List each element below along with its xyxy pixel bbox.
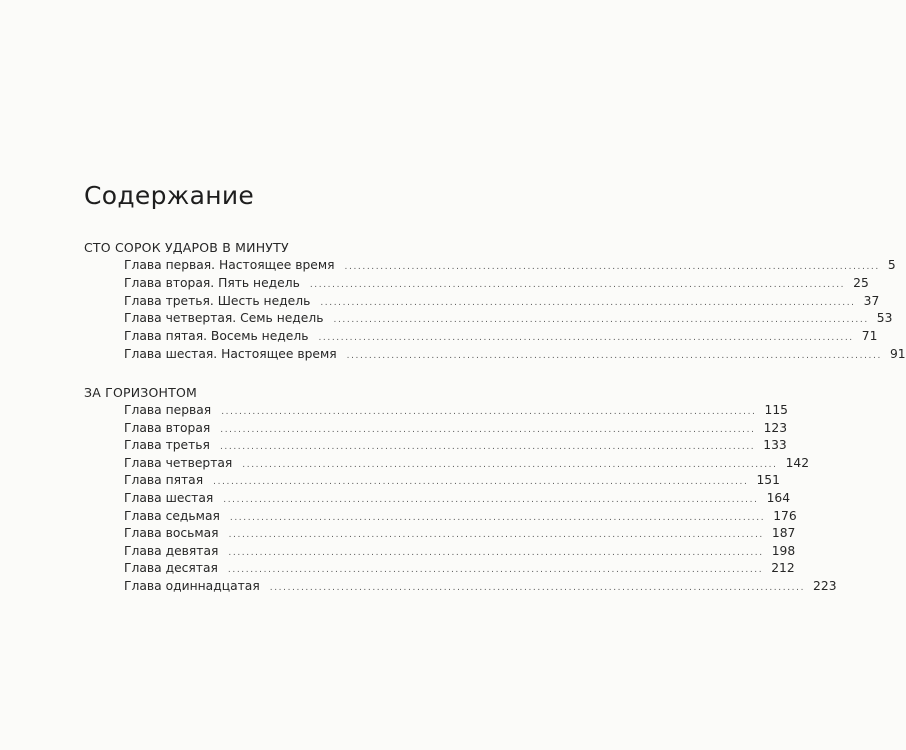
entry-label: Глава шестая. Настоящее время xyxy=(124,346,337,361)
dot-leader: ........................................................................................................................ xyxy=(220,424,756,435)
toc-entry xyxy=(124,543,796,561)
part-1 xyxy=(84,240,906,364)
toc-entry xyxy=(124,560,795,578)
page-number: 37 xyxy=(863,293,880,308)
page-number: 151 xyxy=(756,473,780,488)
entry-label: Глава седьмая xyxy=(124,508,220,523)
toc-entry xyxy=(124,455,810,473)
entry-label: Глава десятая xyxy=(124,561,218,576)
page-number: 187 xyxy=(771,526,796,541)
dot-leader: ........................................................................................................................ xyxy=(346,350,882,361)
page-number: 115 xyxy=(764,403,788,417)
dot-leader: ........................................................................................................................ xyxy=(219,442,756,453)
toc-title: Содержание xyxy=(84,181,255,210)
page-number: 25 xyxy=(853,275,869,290)
part-2-entries xyxy=(84,402,837,596)
toc-entry xyxy=(124,472,780,490)
dot-leader: ........................................................................................................................ xyxy=(223,494,759,505)
part-title: ЗА ГОРИЗОНТОМ xyxy=(84,385,198,400)
entry-label: Глава восьмая xyxy=(124,526,219,541)
entry-label: Глава пятая. Восемь недель xyxy=(124,329,309,344)
page-number: 176 xyxy=(773,508,797,523)
toc-entry xyxy=(124,508,797,526)
toc-entry xyxy=(124,402,788,420)
page-number: 164 xyxy=(766,490,791,505)
part-2 xyxy=(84,385,837,596)
page-number: 91 xyxy=(889,346,906,361)
entry-label: Глава третья. Шесть недель xyxy=(124,293,311,308)
entry-label: Глава вторая. Пять недель xyxy=(124,275,300,290)
page-number: 133 xyxy=(763,438,787,453)
dot-leader: ........................................................................................................................ xyxy=(227,565,764,576)
toc-entry xyxy=(124,293,880,311)
entry-label: Глава шестая xyxy=(124,490,214,505)
entry-label: Глава четвертая xyxy=(124,455,233,470)
entry-label: Глава первая. Настоящее время xyxy=(124,258,335,272)
page-number: 198 xyxy=(771,543,796,558)
toc-entry xyxy=(124,525,796,543)
dot-leader: ........................................................................................................................ xyxy=(309,279,846,290)
dot-leader: ........................................................................................................................ xyxy=(213,477,749,488)
dot-leader: ........................................................................................................................ xyxy=(229,512,766,523)
dot-leader: ........................................................................................................................ xyxy=(242,459,778,470)
toc-entry xyxy=(124,420,788,438)
page-number: 5 xyxy=(887,258,896,272)
dot-leader: ........................................................................................................................ xyxy=(269,582,806,593)
entry-label: Глава вторая xyxy=(124,420,211,435)
page-number: 71 xyxy=(861,329,878,344)
page-number: 212 xyxy=(771,561,795,576)
entry-label: Глава одиннадцатая xyxy=(124,578,260,593)
toc-entry xyxy=(124,346,906,364)
part-title: СТО СОРОК УДАРОВ В МИНУТУ xyxy=(84,240,289,255)
toc-entry xyxy=(124,275,869,293)
entry-label: Глава четвертая. Семь недель xyxy=(124,311,324,326)
entry-label: Глава девятая xyxy=(124,543,219,558)
page-number: 142 xyxy=(785,455,810,470)
dot-leader: ........................................................................................................................ xyxy=(228,547,764,558)
part-1-entries xyxy=(84,257,906,364)
toc-entry xyxy=(124,257,896,275)
toc-entry xyxy=(124,578,837,596)
page-number: 123 xyxy=(763,420,788,435)
toc-entry xyxy=(124,328,878,346)
entry-label: Глава третья xyxy=(124,438,210,453)
toc-entry xyxy=(124,490,791,508)
toc-entry xyxy=(124,310,893,328)
entry-label: Глава первая xyxy=(124,403,212,417)
dot-leader: ........................................................................................................................ xyxy=(228,530,764,541)
page-number: 53 xyxy=(876,311,893,326)
dot-leader: ........................................................................................................................ xyxy=(344,262,880,272)
dot-leader: ........................................................................................................................ xyxy=(221,407,757,417)
page-number: 223 xyxy=(813,578,837,593)
dot-leader: ........................................................................................................................ xyxy=(318,333,854,344)
entry-label: Глава пятая xyxy=(124,473,204,488)
dot-leader: ........................................................................................................................ xyxy=(333,315,869,326)
dot-leader: ........................................................................................................................ xyxy=(320,297,856,308)
toc-entry xyxy=(124,437,787,455)
